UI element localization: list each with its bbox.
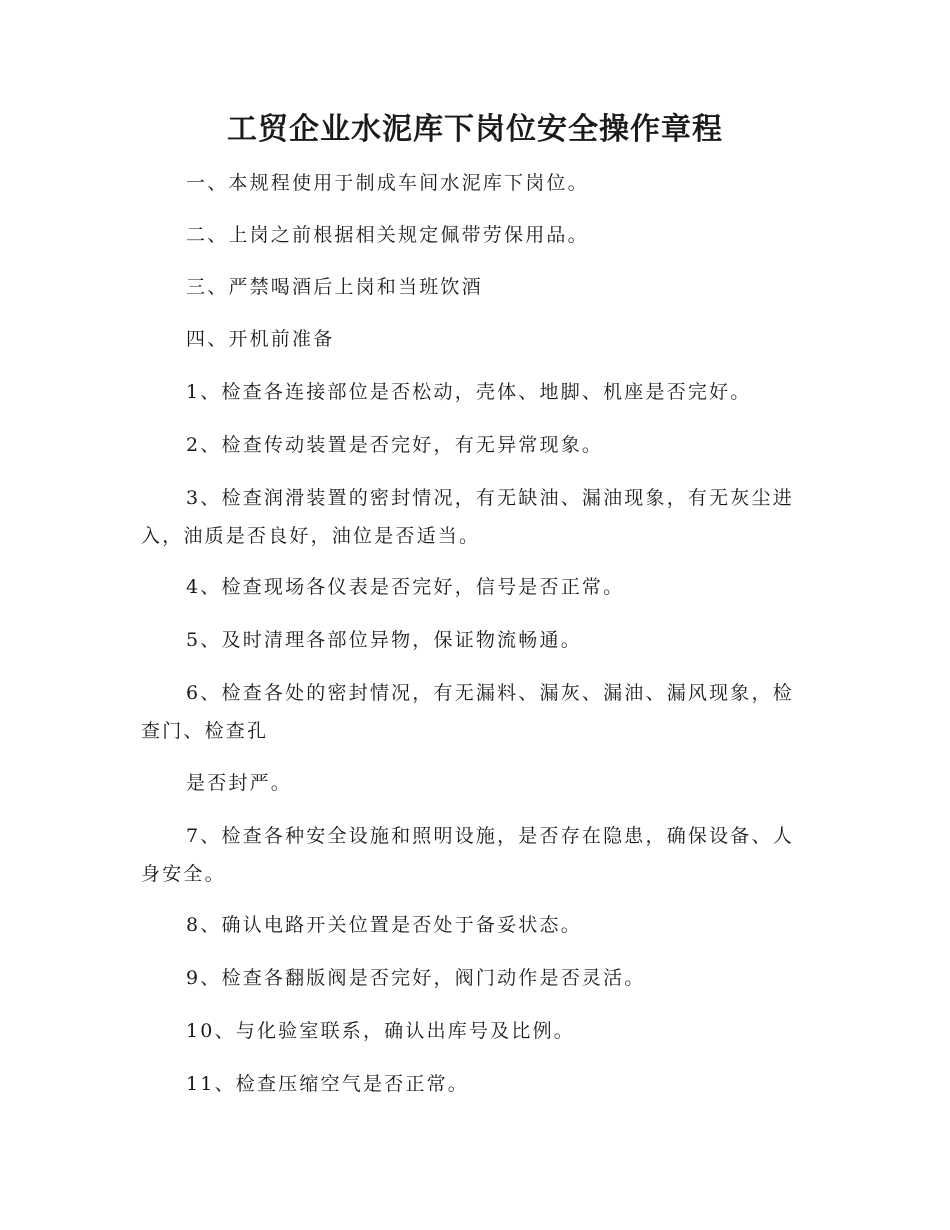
paragraph-13: 8、确认电路开关位置是否处于备妥状态。: [186, 914, 582, 936]
paragraph-15: 10、与化验室联系，确认出库号及比例。: [186, 1020, 575, 1042]
paragraph-14: 9、检查各翻版阀是否完好，阀门动作是否灵活。: [186, 967, 646, 989]
paragraph-10: 6、检查各处的密封情况，有无漏料、漏灰、漏油、漏风现象，检查门、检查孔: [141, 682, 794, 742]
paragraph-12: 7、检查各种安全设施和照明设施，是否存在隐患，确保设备、人身安全。: [141, 825, 794, 885]
paragraph-1: 一、本规程使用于制成车间水泥库下岗位。: [186, 172, 589, 194]
paragraph-2: 二、上岗之前根据相关规定佩带劳保用品。: [186, 224, 589, 246]
paragraph-11: 是否封严。: [186, 772, 293, 794]
paragraph-3: 三、严禁喝酒后上岗和当班饮酒: [186, 276, 483, 298]
paragraph-9: 5、及时清理各部位异物，保证物流畅通。: [186, 629, 582, 651]
paragraph-5: 1、检查各连接部位是否松动，壳体、地脚、机座是否完好。: [186, 381, 752, 403]
paragraph-8: 4、检查现场各仪表是否完好，信号是否正常。: [186, 576, 625, 598]
paragraph-4: 四、开机前准备: [186, 328, 335, 350]
paragraph-6: 2、检查传动装置是否完好，有无异常现象。: [186, 434, 604, 456]
document-title: 工贸企业水泥库下岗位安全操作章程: [227, 112, 723, 147]
paragraph-16: 11、检查压缩空气是否正常。: [186, 1073, 469, 1095]
paragraph-7: 3、检查润滑装置的密封情况，有无缺油、漏油现象，有无灰尘进入，油质是否良好，油位是否适当。: [141, 487, 794, 547]
